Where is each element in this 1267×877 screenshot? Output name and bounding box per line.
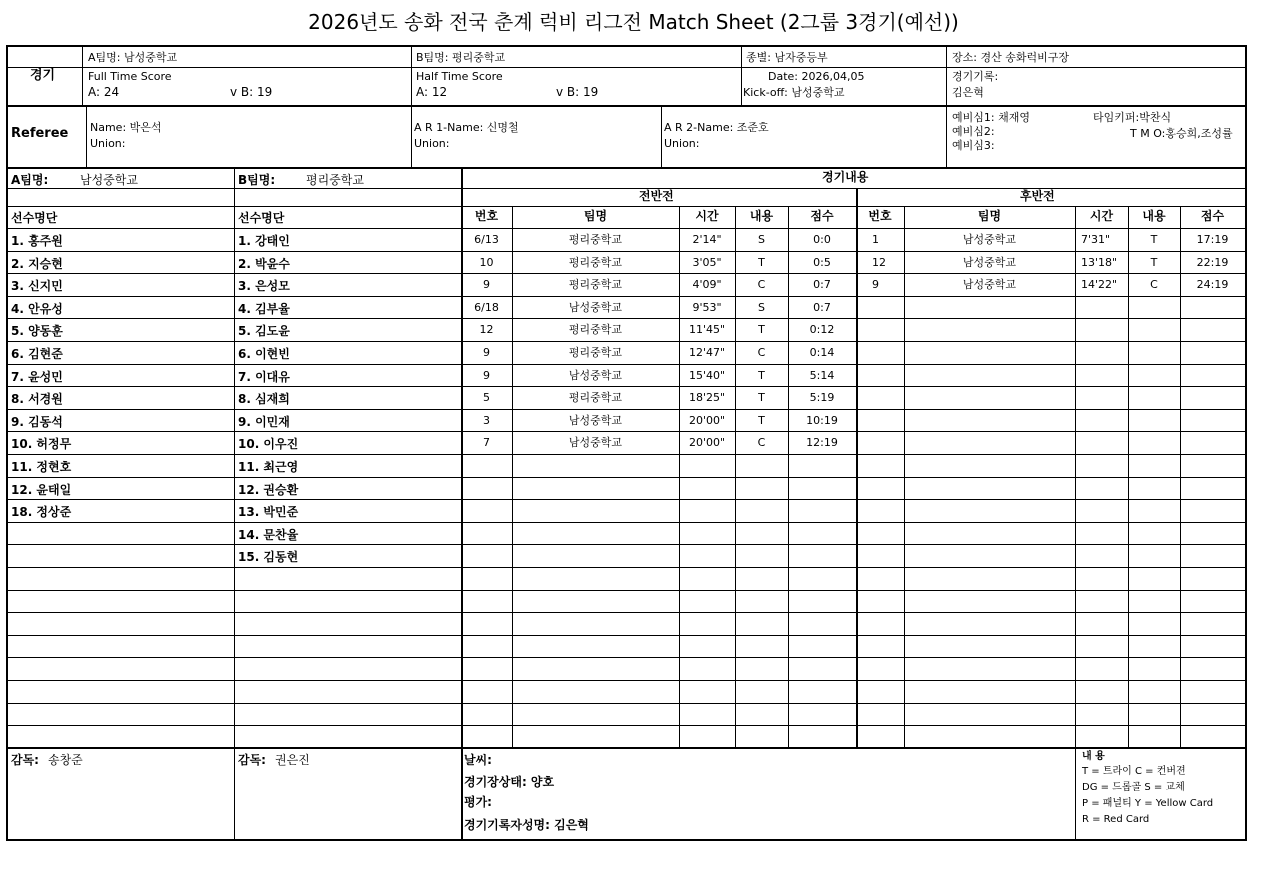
first-half-label: 전반전 bbox=[639, 189, 674, 203]
half-time-label: Half Time Score bbox=[416, 70, 503, 83]
legend-line: R = Red Card bbox=[1082, 814, 1150, 825]
first-half-event-cell: C bbox=[757, 346, 766, 359]
first-half-event-cell: 0:0 bbox=[813, 233, 831, 246]
team-a-name: A팀명: 남성중학교 bbox=[88, 51, 178, 64]
first-half-event-cell: 평리중학교 bbox=[568, 256, 623, 269]
team-b-title: 평리중학교 bbox=[306, 173, 364, 187]
team-a-player: 4. 안유성 bbox=[11, 302, 63, 316]
first-half-event-cell: C bbox=[757, 278, 766, 291]
kickoff: Kick-off: 남성중학교 bbox=[743, 86, 845, 99]
grid-line bbox=[8, 680, 1245, 681]
player-list-header-a: 선수명단 bbox=[11, 211, 58, 225]
team-a-title: 남성중학교 bbox=[80, 173, 138, 187]
grid-line bbox=[8, 386, 1245, 387]
second-half-event-cell: 1 bbox=[872, 233, 879, 246]
grid-line bbox=[8, 703, 1245, 704]
team-a-player: 3. 신지민 bbox=[11, 279, 63, 293]
player-list-header-b: 선수명단 bbox=[238, 211, 285, 225]
first-half-event-cell: 9 bbox=[483, 278, 490, 291]
first-half-event-cell: 11'45" bbox=[688, 323, 726, 336]
first-half-event-cell: 5:19 bbox=[809, 391, 835, 404]
first-half-event-cell: 0:5 bbox=[813, 256, 831, 269]
team-a-label: A팀명: bbox=[11, 173, 49, 187]
team-b-player: 2. 박윤수 bbox=[238, 257, 290, 271]
first-half-event-cell: 남성중학교 bbox=[568, 414, 623, 427]
legend-line: P = 패널티 Y = Yellow Card bbox=[1082, 798, 1214, 809]
first-half-event-cell: 5 bbox=[483, 391, 490, 404]
first-half-event-cell: 남성중학교 bbox=[568, 436, 623, 449]
first-half-event-cell: 5:14 bbox=[809, 369, 835, 382]
first-half-event-cell: 20'00" bbox=[688, 436, 726, 449]
full-time-label: Full Time Score bbox=[88, 70, 172, 83]
team-a-player: 6. 김현준 bbox=[11, 347, 63, 361]
column-header: 팀명 bbox=[977, 209, 1002, 223]
half-time-b: v B: 19 bbox=[556, 85, 599, 99]
column-header: 번호 bbox=[474, 209, 499, 223]
grid-line bbox=[8, 273, 1245, 274]
legend-line: DG = 드롭골 S = 교체 bbox=[1082, 782, 1185, 793]
column-header: 팀명 bbox=[583, 209, 608, 223]
team-b-player: 12. 권승환 bbox=[238, 483, 299, 497]
reserve-referee-3: 예비심3: bbox=[952, 139, 995, 152]
first-half-event-cell: 12'47" bbox=[688, 346, 726, 359]
team-a-player: 7. 윤성민 bbox=[11, 370, 63, 384]
ar2-name: A R 2-Name: 조준호 bbox=[664, 121, 769, 134]
first-half-event-cell: 9'53" bbox=[692, 301, 722, 314]
grid-line bbox=[234, 167, 235, 839]
second-half-event-cell: 17:19 bbox=[1196, 233, 1229, 246]
match-sheet bbox=[6, 45, 1247, 841]
first-half-event-cell: 6/18 bbox=[474, 301, 499, 314]
grid-line bbox=[8, 228, 1245, 229]
first-half-event-cell: 12:19 bbox=[806, 436, 838, 449]
second-half-event-cell: 남성중학교 bbox=[962, 233, 1017, 246]
page-title: 2026년도 송화 전국 춘계 럭비 리그전 Match Sheet (2그룹 3경기(예선)) bbox=[308, 10, 959, 34]
grid-line bbox=[8, 431, 1245, 432]
team-b-player: 7. 이대유 bbox=[238, 370, 290, 384]
team-a-player: 9. 김동석 bbox=[11, 415, 63, 429]
first-half-event-cell: 평리중학교 bbox=[568, 323, 623, 336]
evaluation: 평가: bbox=[464, 795, 492, 809]
team-a-player: 11. 정현호 bbox=[11, 460, 72, 474]
first-half-event-cell: 남성중학교 bbox=[568, 301, 623, 314]
second-half-event-cell: 남성중학교 bbox=[962, 256, 1017, 269]
legend-title: 내 용 bbox=[1082, 751, 1105, 762]
events-title: 경기내용 bbox=[822, 170, 869, 184]
first-half-event-cell: 0:7 bbox=[813, 278, 831, 291]
referee-label: Referee bbox=[11, 126, 69, 141]
ar2-union: Union: bbox=[664, 137, 700, 150]
first-half-event-cell: 0:14 bbox=[809, 346, 835, 359]
grid-line bbox=[8, 567, 1245, 568]
second-half-label: 후반전 bbox=[1020, 189, 1055, 203]
second-half-event-cell: 남성중학교 bbox=[962, 278, 1017, 291]
team-b-player: 4. 김부율 bbox=[238, 302, 290, 316]
first-half-event-cell: 7 bbox=[483, 436, 490, 449]
first-half-event-cell: T bbox=[758, 256, 765, 269]
team-a-player: 18. 정상준 bbox=[11, 505, 72, 519]
first-half-event-cell: 4'09" bbox=[692, 278, 722, 291]
grid-line bbox=[8, 477, 1245, 478]
first-half-event-cell: 평리중학교 bbox=[568, 233, 623, 246]
team-b-name: B팀명: 평리중학교 bbox=[416, 51, 506, 64]
first-half-event-cell: C bbox=[757, 436, 766, 449]
team-a-player: 8. 서경원 bbox=[11, 392, 63, 406]
team-b-player: 6. 이현빈 bbox=[238, 347, 290, 361]
first-half-event-cell: 9 bbox=[483, 369, 490, 382]
team-b-player: 1. 강태인 bbox=[238, 234, 290, 248]
grid-line bbox=[8, 522, 1245, 523]
second-half-event-cell: 12 bbox=[872, 256, 886, 269]
first-half-event-cell: S bbox=[758, 233, 765, 246]
team-b-player: 11. 최근영 bbox=[238, 460, 299, 474]
second-half-event-cell: T bbox=[1150, 233, 1158, 246]
team-a-player: 10. 허정무 bbox=[11, 437, 72, 451]
first-half-event-cell: 12 bbox=[479, 323, 494, 336]
column-header: 내용 bbox=[749, 209, 774, 223]
grid-line bbox=[8, 318, 1245, 319]
team-a-player: 1. 홍주원 bbox=[11, 234, 63, 248]
recorder-label: 경기기록: bbox=[952, 70, 999, 83]
timekeeper: 타임키퍼:박찬식 bbox=[1093, 111, 1172, 124]
second-half-event-cell: 7'31" bbox=[1081, 233, 1111, 246]
team-b-player: 8. 심재희 bbox=[238, 392, 290, 406]
column-header: 시간 bbox=[695, 209, 719, 223]
ar1-union: Union: bbox=[414, 137, 450, 150]
grid-line bbox=[8, 590, 1245, 591]
division: 종별: 남자중등부 bbox=[746, 51, 828, 64]
referee-union: Union: bbox=[90, 137, 126, 150]
reserve-referee-1: 예비심1: 채재영 bbox=[952, 111, 1030, 124]
full-time-a: A: 24 bbox=[88, 85, 120, 99]
legend-line: T = 트라이 C = 컨버젼 bbox=[1082, 766, 1186, 777]
tmo: T M O:홍승희,조성률 bbox=[1130, 127, 1233, 140]
team-b-player: 10. 이우진 bbox=[238, 437, 299, 451]
team-b-player: 9. 이민재 bbox=[238, 415, 290, 429]
team-b-label: B팀명: bbox=[238, 173, 276, 187]
half-time-a: A: 12 bbox=[416, 85, 448, 99]
first-half-event-cell: 20'00" bbox=[688, 414, 726, 427]
first-half-event-cell: 평리중학교 bbox=[568, 391, 623, 404]
match-label: 경기 bbox=[30, 68, 56, 83]
team-b-player: 13. 박민준 bbox=[238, 505, 299, 519]
grid-line bbox=[8, 544, 1245, 545]
first-half-event-cell: 3 bbox=[483, 414, 490, 427]
first-half-event-cell: S bbox=[758, 301, 765, 314]
second-half-event-cell: T bbox=[1150, 256, 1158, 269]
grid-line bbox=[8, 635, 1245, 636]
first-half-event-cell: T bbox=[758, 323, 765, 336]
first-half-event-cell: 6/13 bbox=[474, 233, 499, 246]
coach-a-label: 감독: bbox=[11, 753, 39, 767]
grid-line bbox=[8, 341, 1245, 342]
grid-line bbox=[8, 409, 1245, 410]
team-b-player: 14. 문찬율 bbox=[238, 528, 299, 542]
first-half-event-cell: T bbox=[758, 369, 765, 382]
team-a-player: 12. 윤태일 bbox=[11, 483, 72, 497]
first-half-event-cell: 10:19 bbox=[806, 414, 838, 427]
column-header: 점수 bbox=[810, 209, 834, 223]
first-half-event-cell: 남성중학교 bbox=[568, 369, 623, 382]
reserve-referee-2: 예비심2: bbox=[952, 125, 995, 138]
grid-line bbox=[8, 296, 1245, 297]
first-half-event-cell: 평리중학교 bbox=[568, 278, 623, 291]
grid-line bbox=[8, 747, 1245, 749]
match-date: Date: 2026,04,05 bbox=[768, 70, 865, 83]
second-half-event-cell: C bbox=[1150, 278, 1158, 291]
team-a-player: 5. 양동훈 bbox=[11, 324, 63, 338]
second-half-event-cell: 13'18" bbox=[1081, 256, 1118, 269]
grid-line bbox=[8, 725, 1245, 726]
second-half-event-cell: 22:19 bbox=[1196, 256, 1229, 269]
first-half-event-cell: 15'40" bbox=[688, 369, 726, 382]
referee-name: Name: 박은석 bbox=[90, 121, 162, 134]
team-a-player: 2. 지승현 bbox=[11, 257, 63, 271]
grid-line bbox=[8, 657, 1245, 658]
ar1-name: A R 1-Name: 신명철 bbox=[414, 121, 519, 134]
first-half-event-cell: 2'14" bbox=[692, 233, 722, 246]
coach-b-label: 감독: bbox=[238, 753, 266, 767]
column-header: 번호 bbox=[868, 209, 892, 223]
record-writer: 경기기록자성명: 김은혁 bbox=[464, 818, 589, 832]
column-header: 내용 bbox=[1142, 209, 1166, 223]
weather: 날씨: bbox=[464, 753, 492, 767]
column-header: 점수 bbox=[1200, 209, 1225, 223]
second-half-event-cell: 9 bbox=[872, 278, 879, 291]
grid-line bbox=[8, 251, 1245, 252]
team-b-player: 15. 김동현 bbox=[238, 550, 299, 564]
first-half-event-cell: 0:7 bbox=[813, 301, 831, 314]
first-half-event-cell: 9 bbox=[483, 346, 490, 359]
column-header: 시간 bbox=[1089, 209, 1114, 223]
coach-a-name: 송창준 bbox=[48, 753, 83, 767]
first-half-event-cell: T bbox=[758, 414, 765, 427]
first-half-event-cell: 평리중학교 bbox=[568, 346, 623, 359]
grid-line bbox=[1075, 747, 1076, 839]
team-b-player: 5. 김도윤 bbox=[238, 324, 290, 338]
grid-line bbox=[8, 188, 1245, 189]
first-half-event-cell: 10 bbox=[479, 256, 494, 269]
first-half-event-cell: T bbox=[758, 391, 765, 404]
team-b-player: 3. 은성모 bbox=[238, 279, 290, 293]
full-time-b: v B: 19 bbox=[230, 85, 273, 99]
coach-b-name: 권은진 bbox=[275, 753, 310, 767]
field-condition: 경기장상태: 양호 bbox=[464, 775, 555, 789]
recorder-name: 김은혁 bbox=[952, 86, 984, 99]
grid-line bbox=[8, 612, 1245, 613]
first-half-event-cell: 18'25" bbox=[688, 391, 726, 404]
first-half-event-cell: 0:12 bbox=[809, 323, 835, 336]
grid-line bbox=[8, 499, 1245, 500]
grid-line bbox=[8, 364, 1245, 365]
second-half-event-cell: 14'22" bbox=[1081, 278, 1118, 291]
second-half-event-cell: 24:19 bbox=[1196, 278, 1229, 291]
grid-line bbox=[856, 188, 858, 747]
venue: 장소: 경산 송화럭비구장 bbox=[952, 51, 1069, 64]
grid-line bbox=[8, 454, 1245, 455]
first-half-event-cell: 3'05" bbox=[692, 256, 722, 269]
